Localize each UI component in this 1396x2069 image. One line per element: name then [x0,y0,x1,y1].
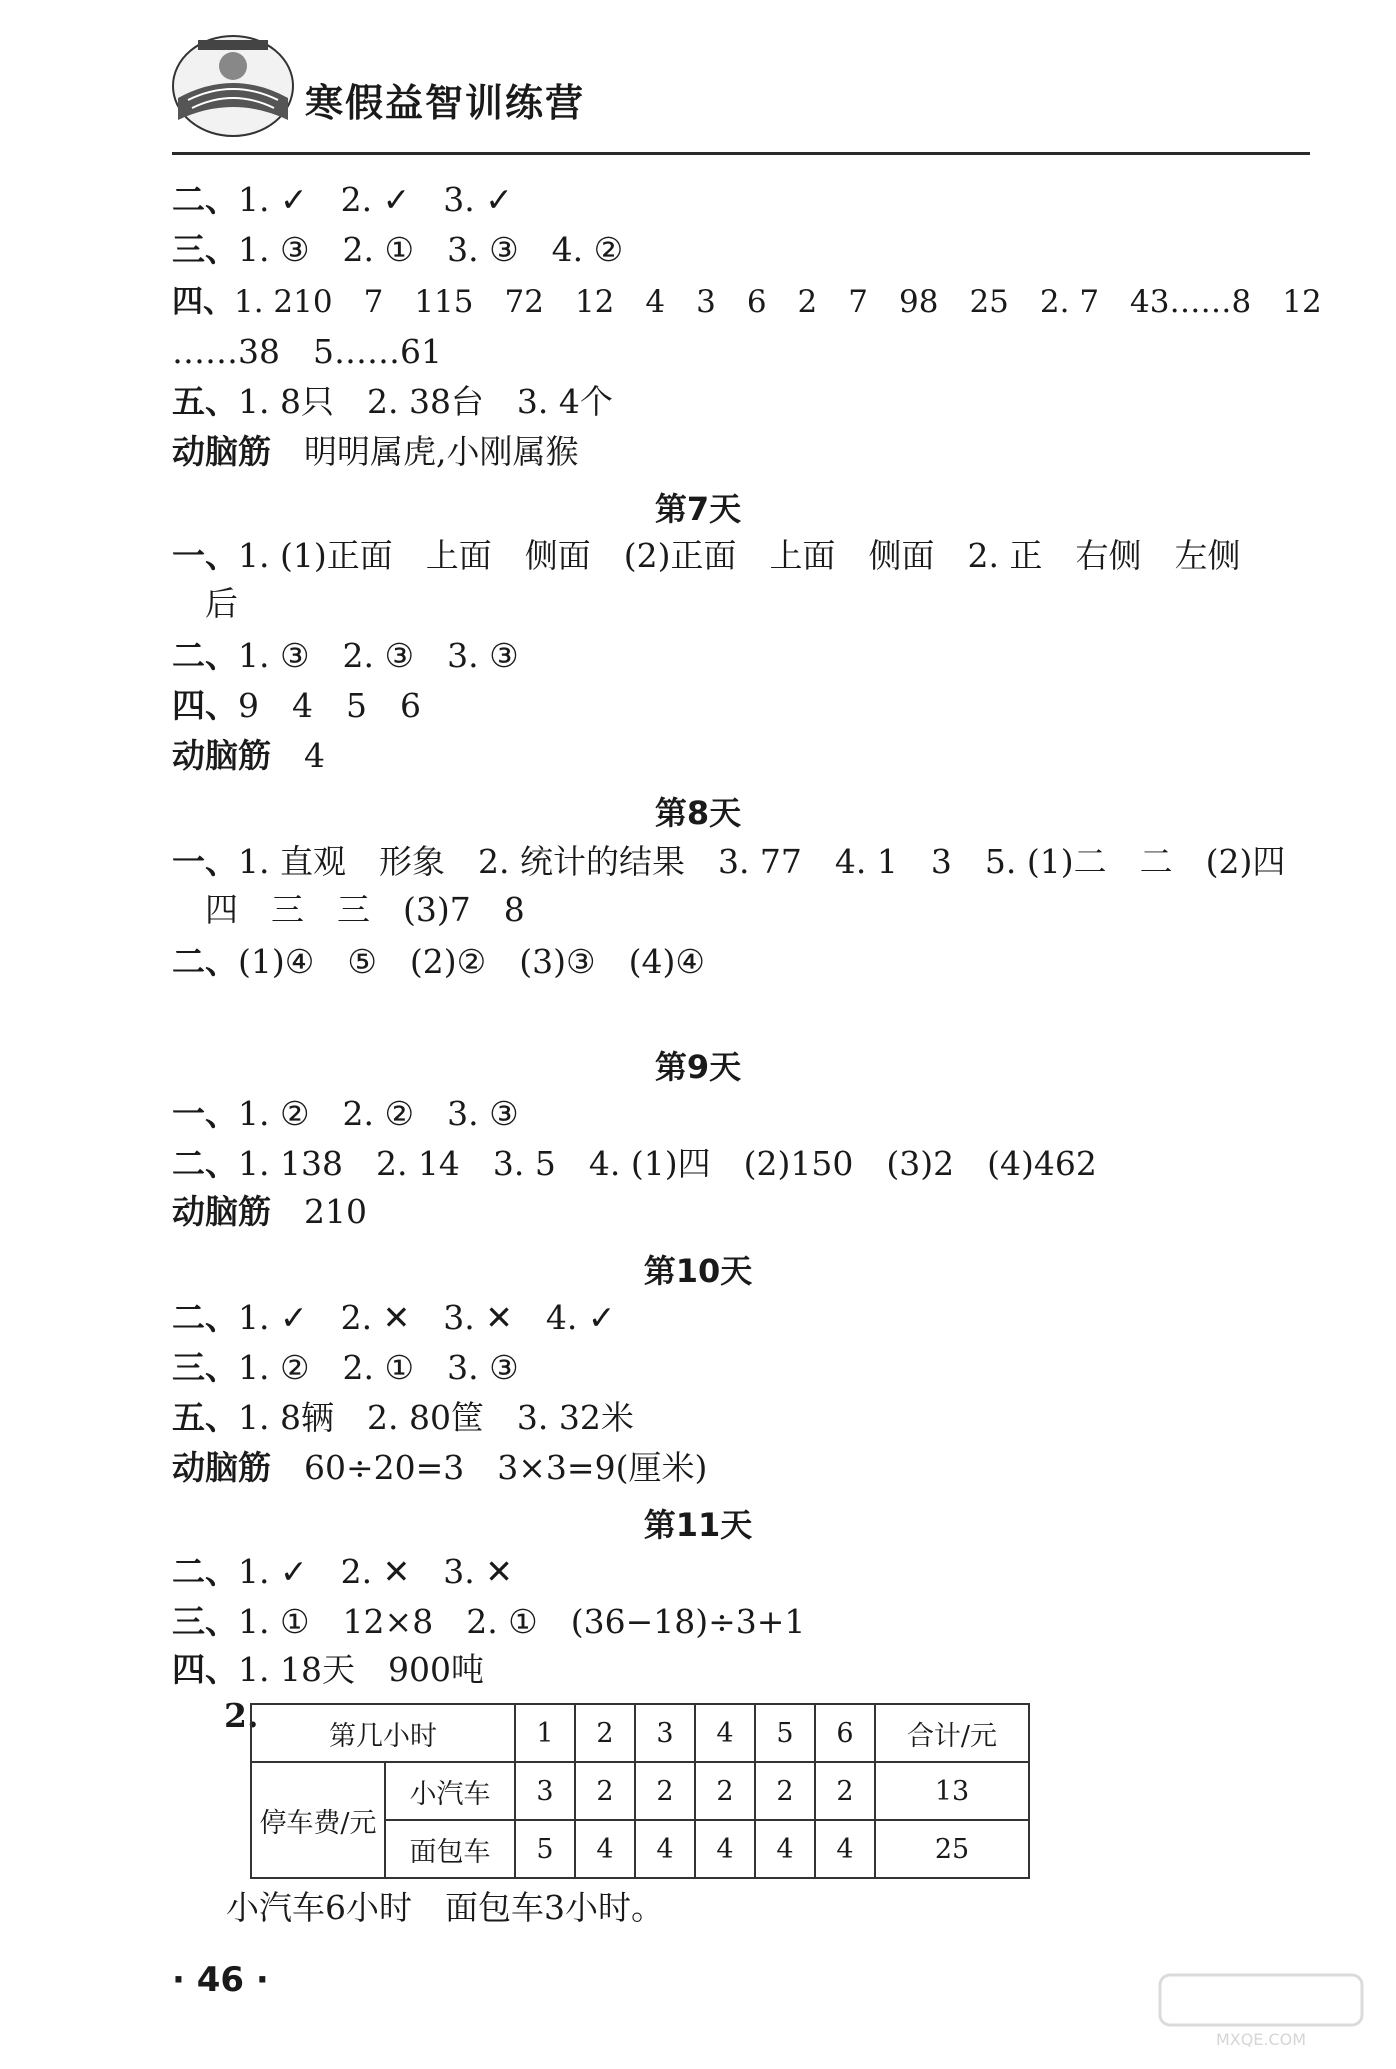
brain-teaser-line: 动脑筋 60÷20=3 3×3=9(厘米) [172,1448,708,1487]
table-header-cell: 合计/元 [875,1704,1029,1762]
table-cell: 4 [635,1820,695,1878]
answer-line: 二、1. 138 2. 14 3. 5 4. (1)四 (2)150 (3)2 (4)462 [172,1144,1097,1183]
svg-text:MXQE.COM: MXQE.COM [1215,2030,1307,2049]
answer-line: 二、1. ✓ 2. ✕ 3. ✕ 4. ✓ [172,1298,616,1337]
answer-line: 五、1. 8只 2. 38台 3. 4个 [172,382,613,421]
answer-line: 三、1. ② 2. ① 3. ③ [172,1348,519,1387]
answer-line: 一、1. ② 2. ② 3. ③ [172,1094,519,1133]
table-header-cell: 5 [755,1704,815,1762]
answer-line: 五、1. 8辆 2. 80筐 3. 32米 [172,1398,634,1437]
table-cell: 4 [815,1820,875,1878]
answer-line: 三、1. ③ 2. ① 3. ③ 4. ② [172,230,624,269]
parking-fee-table [250,1703,1030,1879]
table-cell: 2 [695,1762,755,1820]
page-number: · 46 · [172,1960,269,2000]
answer-line: 后 [172,584,238,623]
answer-line: 二、1. ✓ 2. ✕ 3. ✕ [172,1552,513,1591]
total-cell: 25 [875,1820,1029,1878]
table-header-cell: 3 [635,1704,695,1762]
answer-line: 四 三 三 (3)7 8 [172,890,525,929]
watermark-logo [1156,1971,1366,2051]
section-title: 第8天 [654,794,742,832]
answer-line: 四、1. 18天 900吨 [172,1650,484,1689]
book-logo-icon [168,28,298,140]
section-title: 第7天 [654,490,742,528]
brain-teaser-line: 动脑筋 明明属虎,小刚属猴 [172,432,579,471]
table-cell: 5 [515,1820,575,1878]
answer-line: 一、1. (1)正面 上面 侧面 (2)正面 上面 侧面 2. 正 右侧 左侧 [172,536,1241,575]
table-header-cell: 6 [815,1704,875,1762]
answer-line: ……38 5……61 [172,332,442,371]
answer-line: 四、1. 210 7 115 72 12 4 3 6 2 7 98 25 2. 7 43……8 12 [172,284,1322,320]
total-cell: 13 [875,1762,1029,1820]
table-cell: 4 [695,1820,755,1878]
conclusion-line: 小汽车6小时 面包车3小时。 [226,1888,664,1927]
table-cell: 2 [755,1762,815,1820]
brain-teaser-line: 动脑筋 4 [172,736,325,775]
section-title: 第9天 [654,1048,742,1086]
table-cell: 4 [755,1820,815,1878]
brain-teaser-line: 动脑筋 210 [172,1192,367,1231]
table-header-row [251,1704,1029,1762]
answer-line: 三、1. ① 12×8 2. ① (36−18)÷3+1 [172,1602,806,1641]
table-header-cell: 4 [695,1704,755,1762]
answer-line: 二、(1)④ ⑤ (2)② (3)③ (4)④ [172,942,705,981]
section-title: 第11天 [643,1506,753,1544]
table-label: 2. [224,1696,259,1735]
table-cell: 3 [515,1762,575,1820]
table-header-cell: 2 [575,1704,635,1762]
group-label-cell: 停车费/元 [251,1762,385,1878]
table-cell: 2 [815,1762,875,1820]
table-row [251,1762,1029,1820]
answer-line: 二、1. ③ 2. ③ 3. ③ [172,636,519,675]
table-cell: 2 [575,1762,635,1820]
header-title: 寒假益智训练营 [305,81,586,125]
table-cell: 4 [575,1820,635,1878]
table-header-cell: 1 [515,1704,575,1762]
header-divider [172,152,1310,155]
table-cell: 2 [635,1762,695,1820]
vehicle-cell: 小汽车 [385,1762,515,1820]
answer-line: 四、9 4 5 6 [172,686,421,725]
answer-line: 一、1. 直观 形象 2. 统计的结果 3. 77 4. 1 3 5. (1)二 二 (2)四 [172,842,1286,881]
table-header-cell: 第几小时 [251,1704,515,1762]
answer-line: 二、1. ✓ 2. ✓ 3. ✓ [172,180,513,219]
section-title: 第10天 [643,1252,753,1290]
vehicle-cell: 面包车 [385,1820,515,1878]
